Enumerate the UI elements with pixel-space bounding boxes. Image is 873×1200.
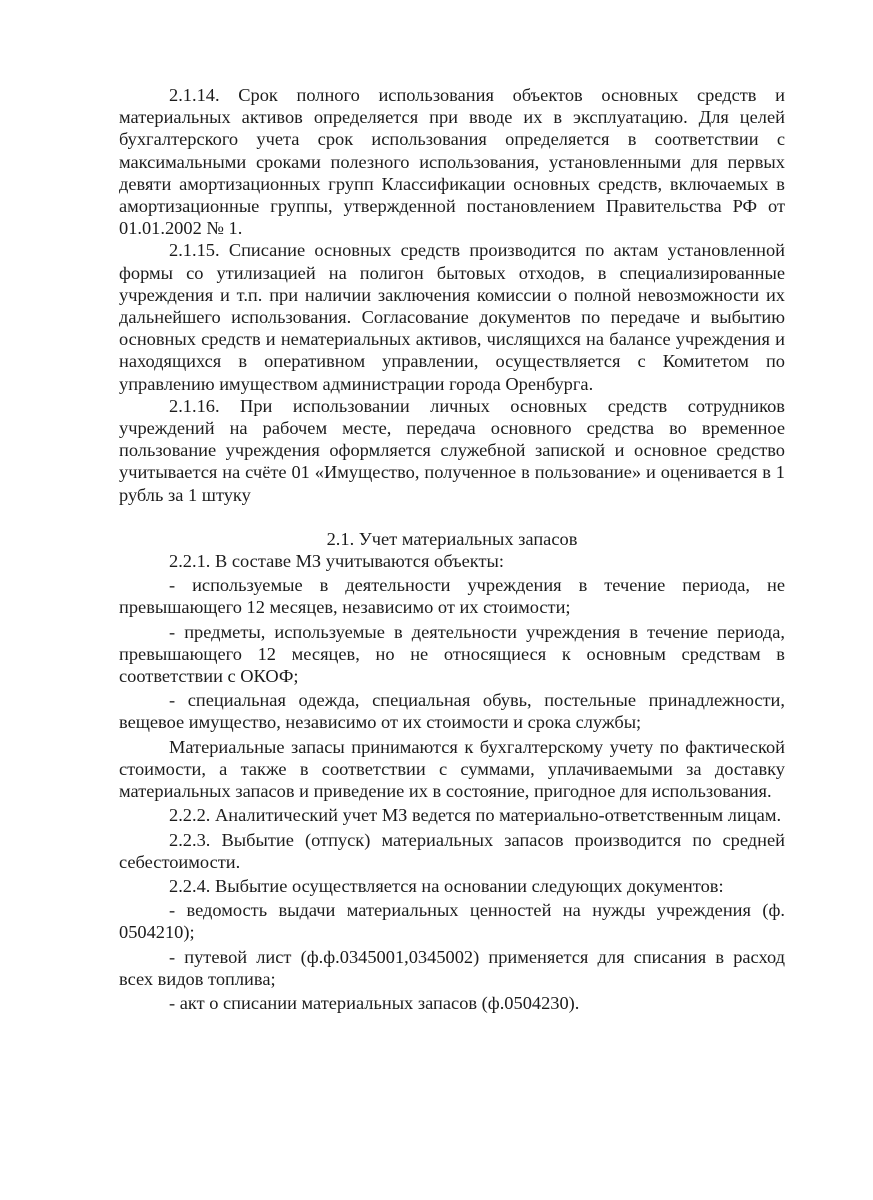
list-item: - ведомость выдачи материальных ценностей на нужды учреждения (ф. 0504210); <box>119 900 785 943</box>
list-item: - путевой лист (ф.ф.0345001,0345002) применяется для списания в расход всех видов топлива; <box>119 946 785 989</box>
paragraph-2-2-1: 2.2.1. В составе МЗ учитываются объекты: <box>169 551 504 572</box>
list-item: - акт о списании материальных запасов (ф.0504230). <box>169 992 580 1013</box>
paragraph-2-2-2: 2.2.2. Аналитический учет МЗ ведется по материально-ответственным лицам. <box>169 805 782 826</box>
paragraph-2-2-3: 2.2.3. Выбытие (отпуск) материальных запасов производится по средней себестоимости. <box>119 829 785 872</box>
section-heading: 2.1. Учет материальных запасов <box>326 528 578 549</box>
list-item: - специальная одежда, специальная обувь, постельные принадлежности, вещевое имущество, независимо от их стоимости и срока службы; <box>119 690 785 733</box>
paragraph-mz-accept: Материальные запасы принимаются к бухгалтерскому учету по фактической стоимости, а также в соответствии с суммами, уплачиваемыми за доставку материальных запасов и приведение их в состояние, пригодное для использования. <box>119 736 785 802</box>
list-item: - используемые в деятельности учреждения в течение периода, не превышающего 12 месяцев, независимо от их стоимости; <box>119 575 785 618</box>
paragraph-2-1-16: 2.1.16. При использовании личных основных средств сотрудников учреждений на рабочем месте, передача основного средства во временное пользование учреждения оформляется служебной запиской и основное средство учитывается на счёте 01 «Имущество, полученное в пользование» и оценивается в 1 рубль за 1 штуку <box>119 395 785 505</box>
paragraph-2-2-4: 2.2.4. Выбытие осуществляется на основании следующих документов: <box>169 875 724 896</box>
paragraph-2-1-15: 2.1.15. Списание основных средств производится по актам установленной формы со утилизацией на полигон бытовых отходов, в специализированные учреждения и т.п. при наличии заключения комиссии о полной невозможности их дальнейшего использования. Согласование документов по передаче и выбытию основных средств и нематериальных активов, числящихся на балансе учреждения и находящихся в оперативном управлении, осуществляется с Комитетом по управлению имуществом администрации города Оренбурга. <box>119 240 785 394</box>
document-body <box>119 84 785 1014</box>
list-item: - предметы, используемые в деятельности учреждения в течение периода, превышающего 12 месяцев, но не относящиеся к основным средствам в соответствии с ОКОФ; <box>119 621 785 687</box>
paragraph-2-1-14: 2.1.14. Срок полного использования объектов основных средств и материальных активов определяется при вводе их в эксплуатацию. Для целей бухгалтерского учета срок использования определяется в соответствии с максимальными сроками полезного использования, установленными для первых девяти амортизационных групп Классификации основных средств, включаемых в амортизационные группы, утвержденной постановлением Правительства РФ от 01.01.2002 № 1. <box>119 85 785 239</box>
